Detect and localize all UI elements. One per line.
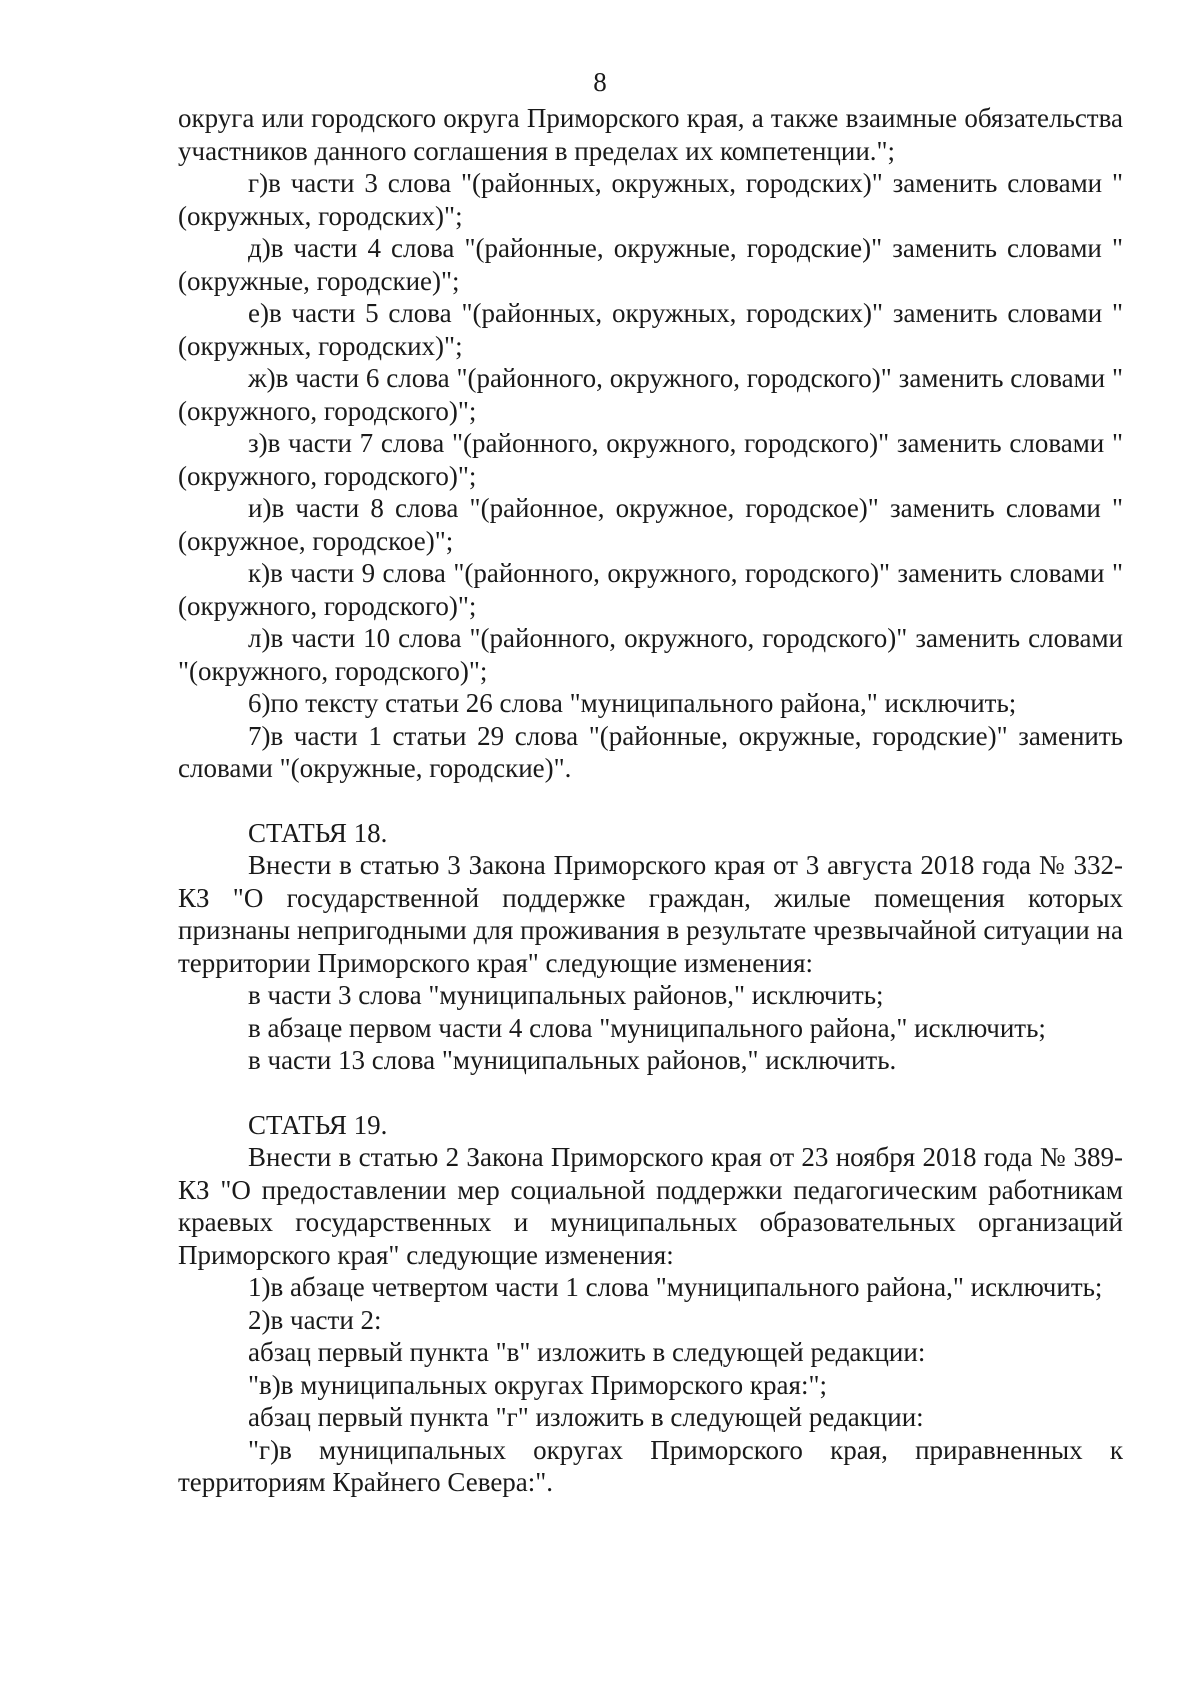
paragraph: Внести в статью 2 Закона Приморского края от 23 ноября 2018 года № 389-КЗ "О предоставлении мер социальной поддержки педагогическим работникам краевых государственных и муниципальных образовательных организаций Приморского края" следующие изменения: [178,1142,1123,1270]
paragraph: е)в части 5 слова "(районных, окружных, городских)" заменить словами "(окружных, городских)"; [178,298,1123,361]
paragraph: ж)в части 6 слова "(районного, окружного, городского)" заменить словами "(окружного, городского)"; [178,363,1123,426]
paragraph: абзац первый пункта "в" изложить в следующей редакции: [248,1337,926,1367]
paragraph: округа или городского округа Приморского края, а также взаимные обязательства участников данного соглашения в пределах их компетенции."; [178,103,1123,166]
paragraph: 6)по тексту статьи 26 слова "муниципального района," исключить; [248,688,1017,718]
paragraph: и)в части 8 слова "(районное, окружное, городское)" заменить словами "(окружное, городское)"; [178,493,1123,556]
document-body [178,102,1123,1499]
paragraph: "г)в муниципальных округах Приморского края, приравненных к территориям Крайнего Севера:". [178,1434,1123,1497]
paragraph: Внести в статью 3 Закона Приморского края от 3 августа 2018 года № 332-КЗ "О государственной поддержке граждан, жилые помещения которых признаны непригодными для проживания в результате чрезвычайной ситуации на территории Приморского края" следующие изменения: [178,850,1123,978]
spacer [178,1077,1123,1109]
page-number: 8 [593,67,607,97]
paragraph: д)в части 4 слова "(районные, окружные, городские)" заменить словами "(окружные, городские)"; [178,233,1123,296]
paragraph: в части 3 слова "муниципальных районов," исключить; [248,980,884,1010]
paragraph: 2)в части 2: [248,1304,382,1335]
paragraph: г)в части 3 слова "(районных, окружных, городских)" заменить словами "(окружных, городских)"; [178,168,1123,231]
paragraph: в абзаце первом части 4 слова "муниципального района," исключить; [248,1012,1046,1043]
paragraph: в части 13 слова "муниципальных районов," исключить. [248,1045,897,1075]
paragraph: к)в части 9 слова "(районного, окружного, городского)" заменить словами "(окружного, городского)"; [178,558,1123,621]
article-19-heading: СТАТЬЯ 19. [248,1109,388,1140]
paragraph: 7)в части 1 статьи 29 слова "(районные, окружные, городские)" заменить словами "(окружные, городские)". [178,720,1123,783]
paragraph: з)в части 7 слова "(районного, окружного, городского)" заменить словами "(окружного, городского)"; [178,428,1123,491]
paragraph: абзац первый пункта "г" изложить в следующей редакции: [248,1402,924,1432]
paragraph: л)в части 10 слова "(районного, окружного, городского)" заменить словами "(окружного, городского)"; [178,623,1123,686]
article-18-heading: СТАТЬЯ 18. [248,817,388,848]
paragraph: 1)в абзаце четвертом части 1 слова "муниципального района," исключить; [248,1272,1103,1302]
spacer [178,785,1123,817]
paragraph: "в)в муниципальных округах Приморского края:"; [248,1369,827,1400]
